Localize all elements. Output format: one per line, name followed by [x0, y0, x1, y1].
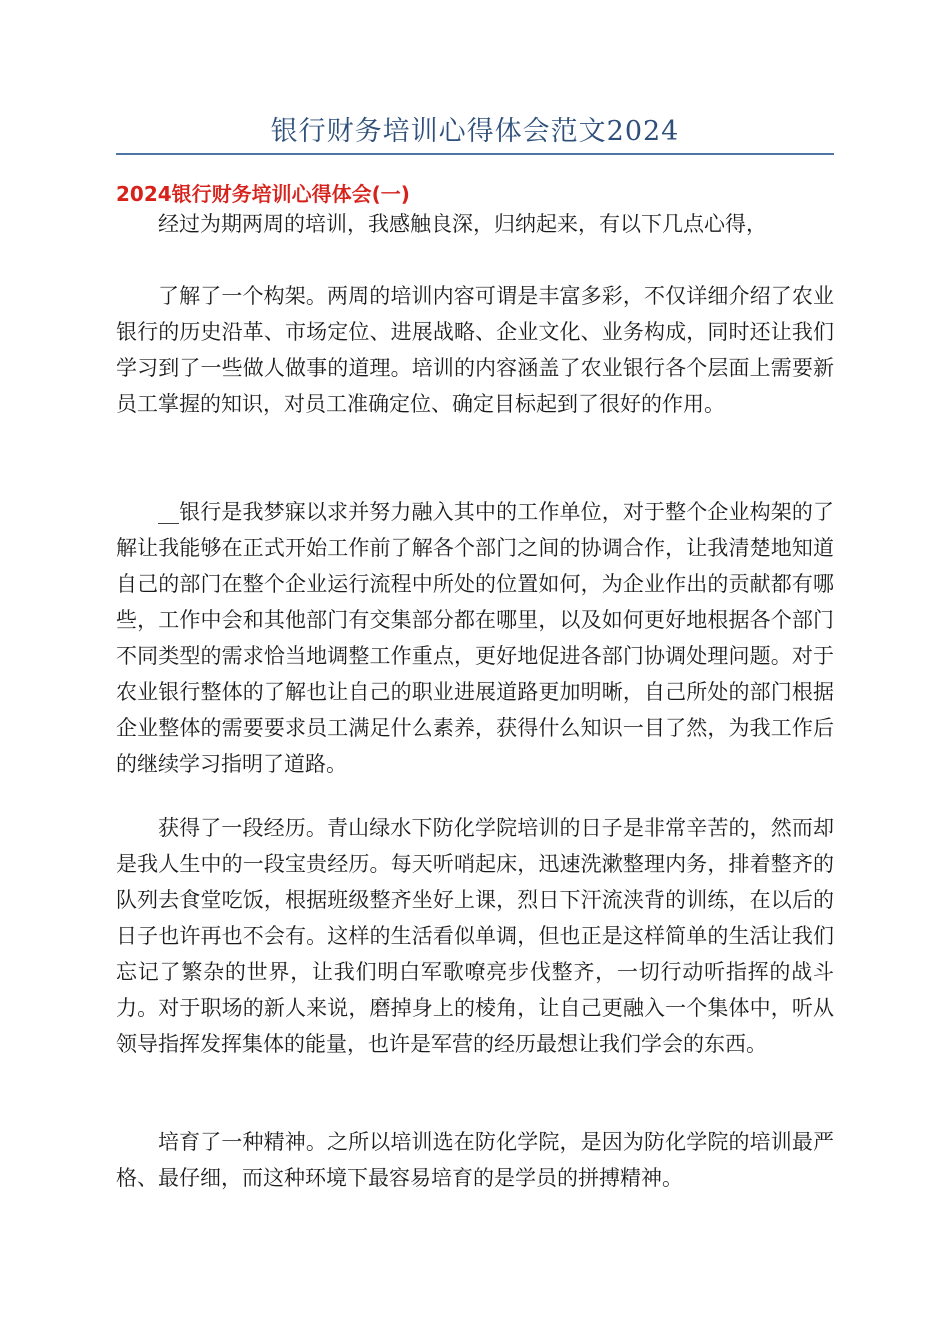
paragraph-spirit: 培育了一种精神。之所以培训选在防化学院，是因为防化学院的培训最严格、最仔细，而这种环境下最容易培育的是学员的拼搏精神。: [116, 1130, 834, 1190]
document-title: 银行财务培训心得体会范文2024: [270, 116, 680, 147]
paragraph-experience: 获得了一段经历。青山绿水下防化学院培训的日子是非常辛苦的，然而却是我人生中的一段宝贵经历。每天听哨起床，迅速洗漱整理内务，排着整齐的队列去食堂吃饭，根据班级整齐坐好上课，烈日下汗流浃背的训练，在以后的日子也许再也不会有。这样的生活看似单调，但也正是这样简单的生活让我们忘记了繁杂的世界，让我们明白军歌嘹亮步伐整齐，一切行动听指挥的战斗力。对于职场的新人来说，磨掉身上的棱角，让自己更融入一个集体中，听从领导指挥发挥集体的能量，也许是军营的经历最想让我们学会的东西。: [116, 816, 834, 1056]
section-heading: 2024银行财务培训心得体会(一): [116, 182, 410, 206]
title-underline: [116, 153, 834, 155]
paragraph-intro: 经过为期两周的培训，我感触良深，归纳起来，有以下几点心得，: [158, 212, 767, 236]
paragraph-bank-workplace: __银行是我梦寐以求并努力融入其中的工作单位，对于整个企业构架的了解让我能够在正式开始工作前了解各个部门之间的协调合作，让我清楚地知道自己的部门在整个企业运行流程中所处的位置如何，为企业作出的贡献都有哪些，工作中会和其他部门有交集部分都在哪里，以及如何更好地根据各个部门不同类型的需求恰当地调整工作重点，更好地促进各部门协调处理问题。对于农业银行整体的了解也让自己的职业进展道路更加明晰，自己所处的部门根据企业整体的需要要求员工满足什么素养，获得什么知识一目了然，为我工作后的继续学习指明了道路。: [116, 500, 834, 776]
paragraph-framework: 了解了一个构架。两周的培训内容可谓是丰富多彩，不仅详细介绍了农业银行的历史沿革、市场定位、进展战略、企业文化、业务构成，同时还让我们学习到了一些做人做事的道理。培训的内容涵盖了农业银行各个层面上需要新员工掌握的知识，对员工准确定位、确定目标起到了很好的作用。: [116, 284, 834, 416]
